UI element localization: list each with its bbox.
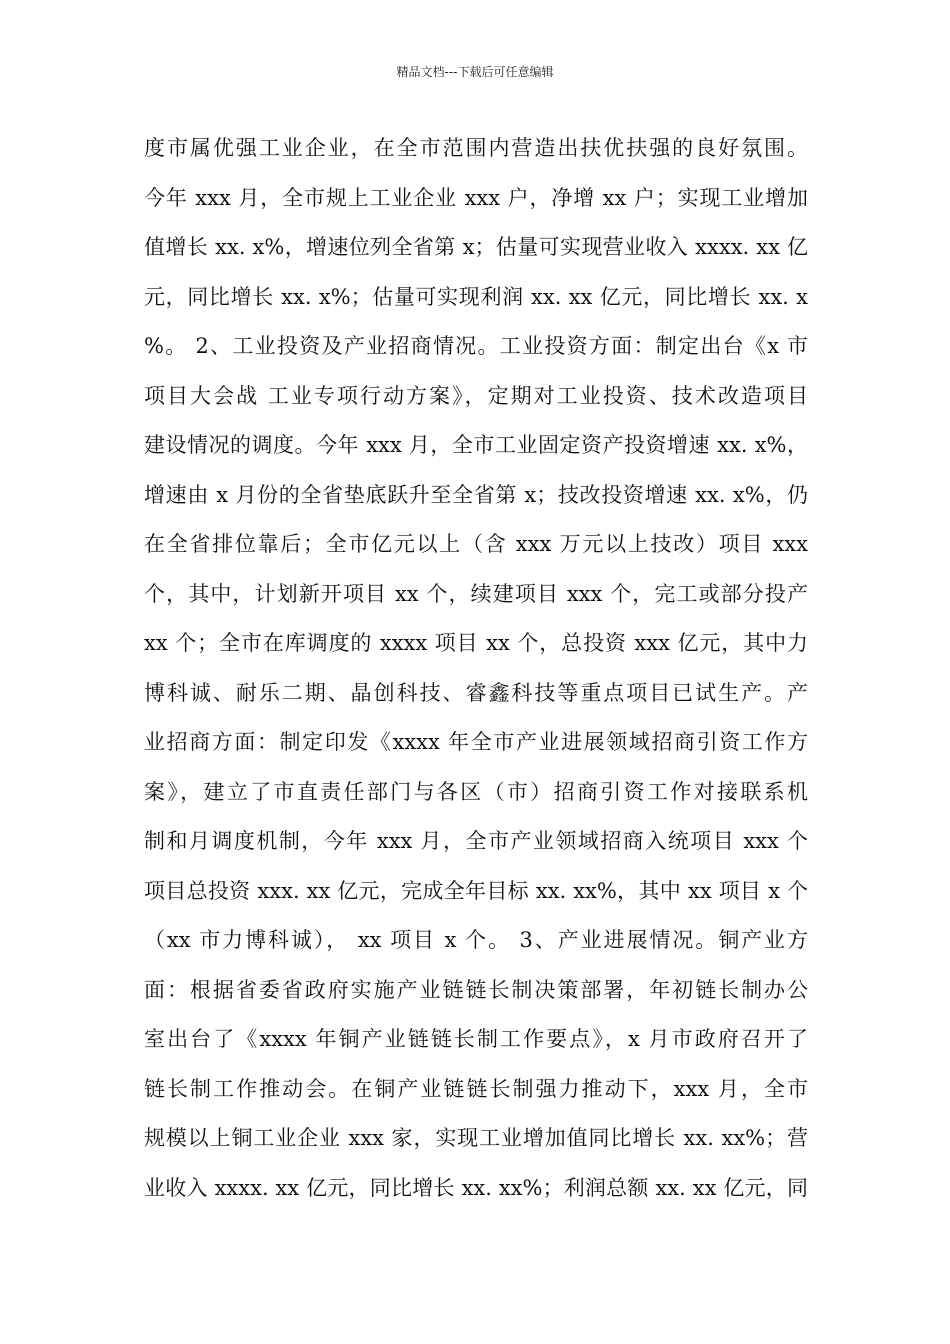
paragraph-line: 业收入 xxxx. xx 亿元，同比增长 xx. xx%；利润总额 xx. xx 亿元，同 bbox=[144, 1175, 808, 1200]
paragraph-line: 增速由 x 月份的全省垫底跃升至全省第 x；技改投资增速 xx. x%，仍 bbox=[144, 482, 808, 507]
paragraph-line: 项目大会战 工业专项行动方案》，定期对工业投资、技术改造项目 bbox=[144, 383, 808, 408]
paragraph-line: 今年 xxx 月，全市规上工业企业 xxx 户，净增 xx 户；实现工业增加 bbox=[144, 185, 808, 210]
paragraph-line: 链长制工作推动会。在铜产业链链长制强力推动下，xxx 月，全市 bbox=[144, 1076, 808, 1101]
paragraph-line: xx 个；全市在库调度的 xxxx 项目 xx 个，总投资 xxx 亿元，其中力 bbox=[144, 631, 808, 655]
paragraph-line: （xx 市力博科诚）， xx 项目 x 个。 3、产业进展情况。铜产业方 bbox=[144, 928, 808, 952]
paragraph-line: 室出台了《xxxx 年铜产业链链长制工作要点》，x 月市政府召开了 bbox=[144, 1027, 808, 1051]
paragraph-line: 值增长 xx. x%，增速位列全省第 x；估量可实现营业收入 xxxx. xx 亿 bbox=[144, 235, 808, 259]
paragraph-line: 项目总投资 xxx. xx 亿元，完成全年目标 xx. xx%，其中 xx 项目 x 个 bbox=[144, 878, 808, 903]
paragraph-line: 在全省排位靠后；全市亿元以上（含 xxx 万元以上技改）项目 xxx bbox=[144, 532, 808, 556]
paragraph-line: 面：根据省委省政府实施产业链链长制决策部署，年初链长制办公 bbox=[144, 977, 808, 1002]
paragraph-line: %。 2、工业投资及产业招商情况。工业投资方面：制定出台《x 市 bbox=[144, 334, 808, 358]
paragraph-line: 制和月调度机制，今年 xxx 月，全市产业领域招商入统项目 xxx 个 bbox=[144, 829, 808, 853]
paragraph-line: 业招商方面：制定印发《xxxx 年全市产业进展领域招商引资工作方 bbox=[144, 730, 808, 754]
paragraph-line: 案》，建立了市直责任部门与各区（市）招商引资工作对接联系机 bbox=[144, 779, 808, 804]
paragraph-line: 规模以上铜工业企业 xxx 家，实现工业增加值同比增长 xx. xx%；营 bbox=[144, 1126, 808, 1150]
paragraph-line: 博科诚、耐乐二期、晶创科技、睿鑫科技等重点项目已试生产。产 bbox=[144, 680, 808, 705]
paragraph-line: 度市属优强工业企业，在全市范围内营造出扶优扶强的良好氛围。 bbox=[144, 136, 808, 160]
paragraph-line: 个，其中，计划新开项目 xx 个，续建项目 xxx 个，完工或部分投产 bbox=[144, 581, 808, 606]
paragraph-line: 建设情况的调度。今年 xxx 月，全市工业固定资产投资增速 xx. x%， bbox=[144, 433, 808, 457]
document-body bbox=[144, 128, 808, 1217]
page-header: 精品文档---下载后可任意编辑 bbox=[396, 65, 554, 79]
paragraph-line: 元，同比增长 xx. x%；估量可实现利润 xx. xx 亿元，同比增长 xx. x bbox=[144, 284, 808, 309]
